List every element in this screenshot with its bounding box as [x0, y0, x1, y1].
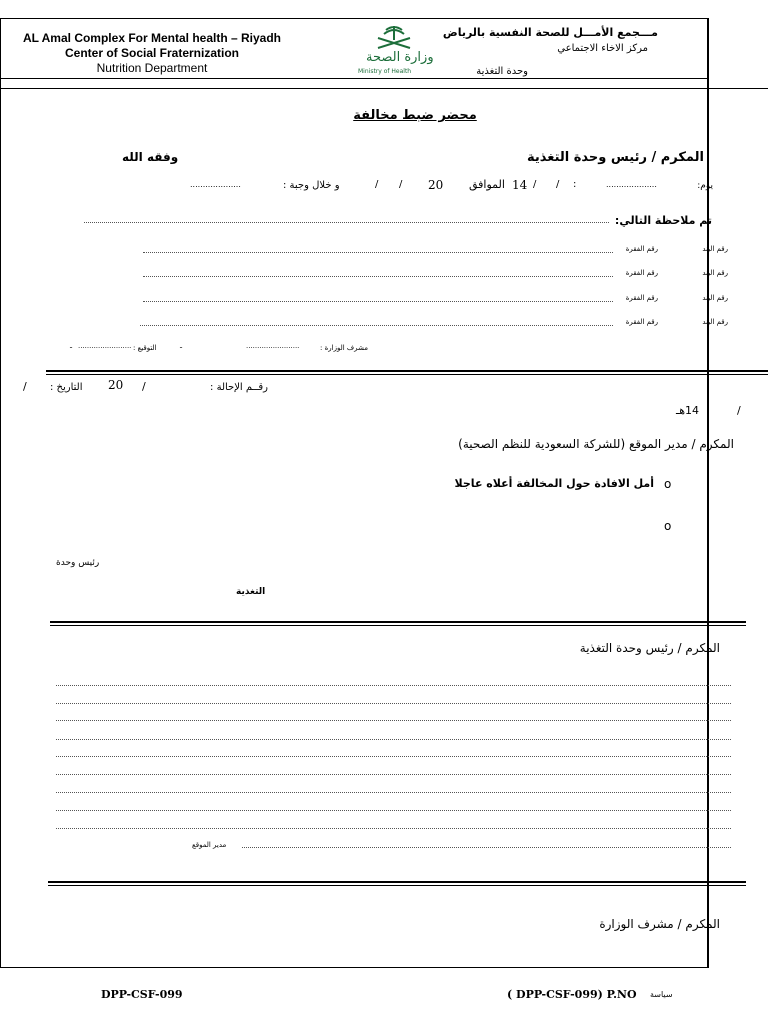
date-slash-left: /: [23, 380, 27, 393]
noted-dots: [84, 222, 609, 223]
header-ar-line1: مـــجمع الأمـــل للصحة النفسية بالرياض: [442, 26, 658, 39]
footer-left-code: DPP-CSF-099: [101, 988, 183, 1001]
corresponding-label: الموافق: [469, 178, 505, 191]
item-dots-4: [140, 325, 613, 326]
header-rule-1: [0, 78, 709, 79]
section3-rule-a: [48, 881, 746, 883]
header-en-line3: Nutrition Department: [96, 61, 208, 75]
greeting: وفقه الله: [122, 150, 179, 164]
meal-dots: ....................: [190, 180, 241, 189]
logo-en-text: Ministry of Health: [358, 68, 412, 75]
date-slash-4: /: [375, 179, 379, 190]
palm-swords-icon: [374, 24, 414, 50]
violation-title: محضر ضبط مخالفة: [353, 108, 477, 123]
to-ministry-supervisor: المكرم / مشرف الوزارة: [599, 917, 720, 931]
header-en-line2: Center of Social Fraternization: [64, 46, 240, 60]
section2-rule-a: [50, 621, 746, 623]
ref-year-20: 20: [108, 378, 124, 392]
request-text: أمل الافادة حول المخالفة أعلاه عاجلا: [454, 477, 654, 490]
reply-dots-7: [56, 792, 731, 793]
header-rule-2: [0, 88, 768, 89]
header-ar-line2: مركز الاخاء الاجتماعي: [557, 43, 648, 54]
item-dots-3: [143, 301, 613, 302]
reply-dots-8: [56, 810, 731, 811]
reply-dots-9: [56, 828, 731, 829]
date-colon: :: [573, 179, 577, 190]
site-manager-label: مدير الموقع: [192, 841, 227, 849]
section1-rule-b: [46, 374, 768, 375]
to-site-manager: المكرم / مدير الموقع (للشركة السعودية للنظم الصحية): [458, 437, 734, 451]
frame-bottom: [0, 967, 709, 968]
item-dots-1: [143, 252, 613, 253]
supervisor-label: مشرف الوزارة :: [320, 344, 368, 352]
item-label-b-3: رقم الفقرة: [625, 294, 658, 302]
hijri-slash: /: [737, 404, 741, 417]
footer-right-code: ( DPP-CSF-099) P.NO: [507, 988, 637, 1001]
header-english: [2, 31, 302, 76]
bullet-1: o: [664, 477, 672, 491]
header-ar-line3: وحدة التغذية: [476, 66, 528, 77]
frame-left: [0, 18, 1, 968]
item-label-a-2: رقم البند: [702, 269, 728, 277]
logo-ar-text: وزارة الصحة: [366, 50, 434, 65]
reply-dots-3: [56, 720, 731, 721]
item-label-b-4: رقم الفقرة: [625, 318, 658, 326]
date-slash-3: /: [399, 179, 403, 190]
item-label-a-1: رقم البند: [702, 245, 728, 253]
signature-dots: ........................: [78, 342, 132, 350]
sig-dash-1: ـ: [180, 342, 183, 350]
day-label: يوم:: [697, 181, 713, 191]
meal-label: و خلال وجبة :: [283, 180, 340, 191]
sig-dash-2: ـ: [70, 342, 73, 350]
item-label-b-2: رقم الفقرة: [625, 269, 658, 277]
sign-title-2: التغذية: [236, 587, 266, 597]
ministry-logo: [356, 22, 452, 78]
date-label: التاريخ :: [50, 382, 83, 393]
hijri-label: 14هـ: [676, 404, 700, 417]
supervisor-dots: ........................: [246, 342, 300, 350]
reply-dots-6: [56, 774, 731, 775]
hijri-14: 14: [512, 178, 528, 192]
frame-right: [707, 18, 709, 968]
footer-right-ar: سياسة: [650, 990, 673, 999]
to-nutrition-head-2: المكرم / رئيس وحدة التغذية: [579, 641, 720, 655]
section2-rule-b: [50, 625, 746, 626]
item-label-b-1: رقم الفقرة: [625, 245, 658, 253]
bullet-2: o: [664, 519, 672, 533]
ref-slash: /: [142, 380, 146, 393]
item-dots-2: [143, 276, 613, 277]
section1-rule-a: [46, 370, 768, 372]
reply-dots-5: [56, 756, 731, 757]
day-dots: ....................: [606, 180, 657, 189]
frame-top: [0, 18, 709, 19]
header-en-line1: AL Amal Complex For Mental health – Riyadh: [22, 31, 282, 45]
reply-dots-4: [56, 739, 731, 740]
date-slash-1: /: [556, 179, 560, 190]
reply-dots-1: [56, 685, 731, 686]
item-label-a-3: رقم البند: [702, 294, 728, 302]
to-nutrition-head: المكرم / رئيس وحدة التغذية: [526, 150, 704, 165]
item-label-a-4: رقم البند: [702, 318, 728, 326]
noted-label: تم ملاحظة التالي:: [614, 214, 712, 227]
year-20: 20: [428, 178, 444, 192]
signature-label: التوقيع :: [133, 344, 157, 352]
date-slash-2: /: [533, 179, 537, 190]
sign-title-1: رئيس وحدة: [56, 558, 100, 568]
section3-rule-b: [48, 885, 746, 886]
referral-label: رقــم الإحالة :: [210, 382, 268, 393]
reply-dots-10: [242, 847, 731, 848]
reply-dots-2: [56, 703, 731, 704]
